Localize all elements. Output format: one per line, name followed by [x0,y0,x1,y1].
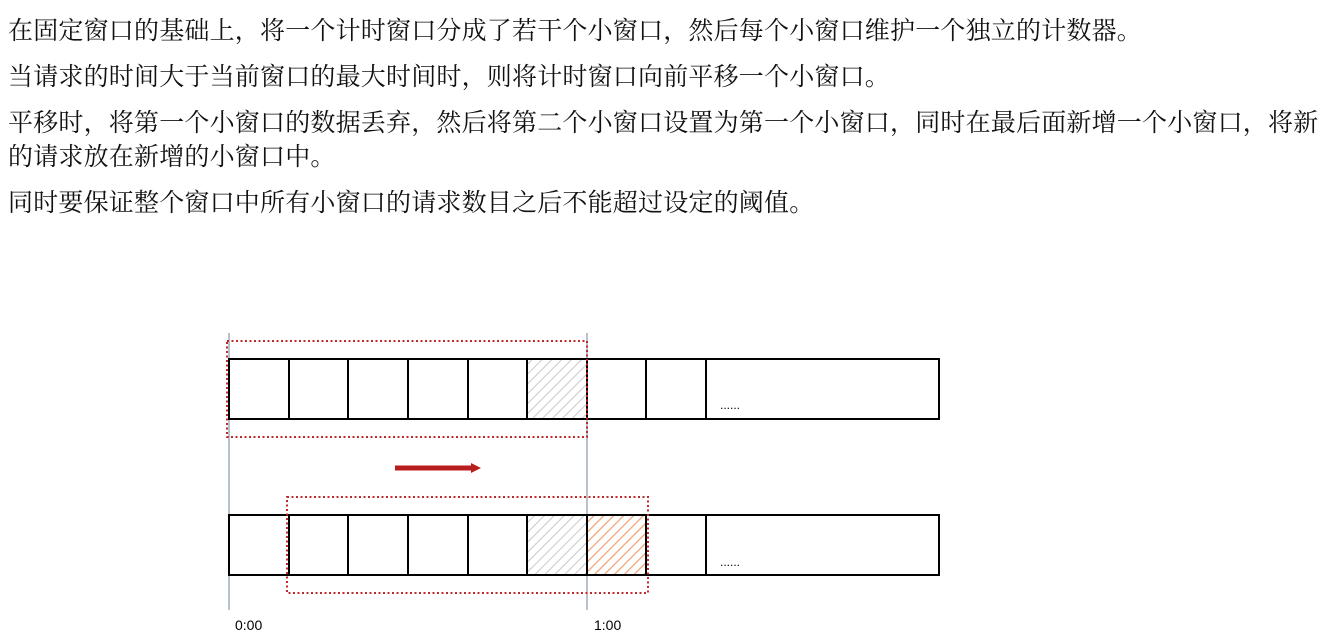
paragraph-3: 平移时，将第一个小窗口的数据丢弃，然后将第二个小窗口设置为第一个小窗口，同时在最后面新增一个小窗口，将新的请求放在新增的小窗口中。 [8,108,1319,171]
time-label-end: 1:00 [594,617,622,633]
top-hatched-slot [527,359,587,419]
top-ellipsis: ...... [720,398,741,412]
timeline-row-bottom [229,515,939,575]
bottom-ellipsis: ...... [720,555,741,569]
timeline-row-top [229,359,939,419]
paragraph-1: 在固定窗口的基础上，将一个计时窗口分成了若干个小窗口，然后每个小窗口维护一个独立的计数器。 [8,16,1143,45]
paragraph-2: 当请求的时间大于当前窗口的最大时间时，则将计时窗口向前平移一个小窗口。 [8,62,891,91]
paragraph-4: 同时要保证整个窗口中所有小窗口的请求数目之后不能超过设定的阈值。 [8,188,815,217]
bottom-hatched-slot-new [587,515,646,575]
bottom-hatched-slot-gray [527,515,587,575]
time-label-start: 0:00 [235,617,263,633]
